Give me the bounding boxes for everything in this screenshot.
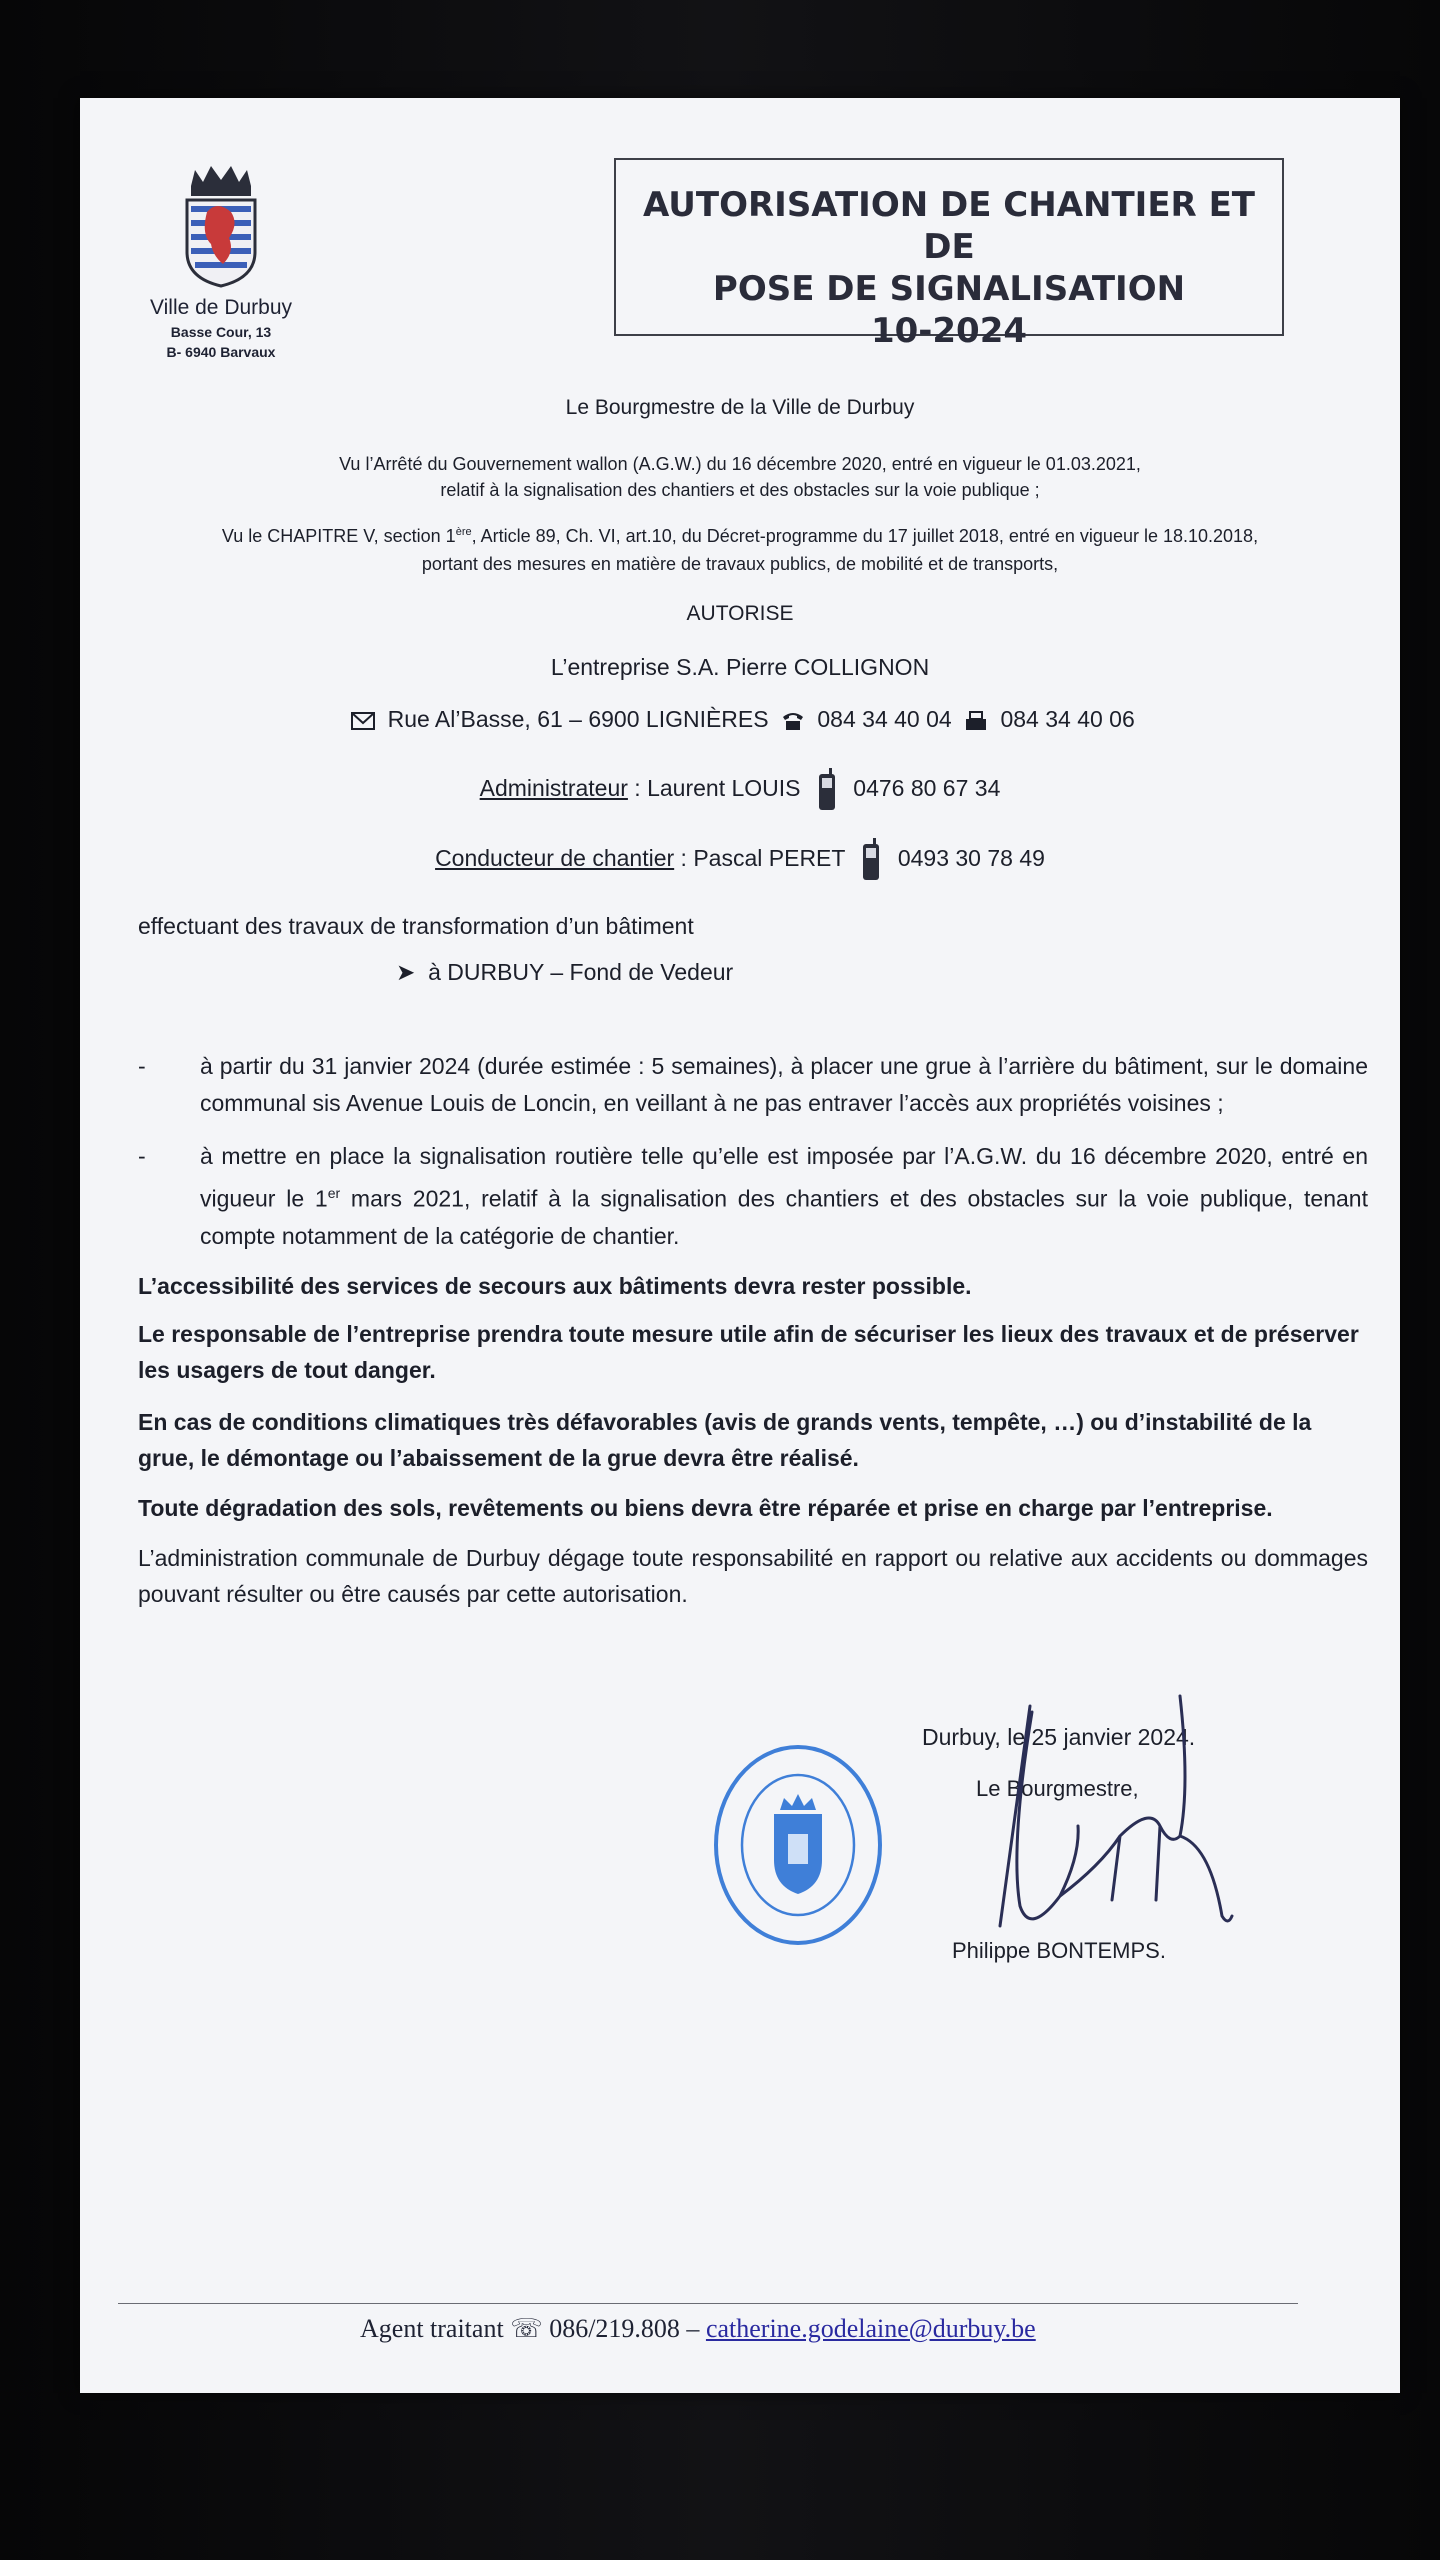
company-contact-line bbox=[120, 706, 1360, 733]
company-fax: 084 34 40 06 bbox=[1000, 706, 1135, 732]
bullet-2-pre: à mettre en place la signalisation routière telle qu’elle est imposée par l’A.G.W. du 16 décembre 2020, entré en vigueur le 1 bbox=[200, 1143, 1368, 1212]
legal-basis-2-line-1 bbox=[120, 526, 1360, 547]
document-page bbox=[80, 98, 1400, 2393]
bullet-2-text bbox=[200, 1138, 1368, 1255]
bullet-2-sup: er bbox=[327, 1185, 341, 1201]
org-address-street: Basse Cour, 13 bbox=[170, 324, 272, 340]
authority-line: Le Bourgmestre de la Ville de Durbuy bbox=[565, 396, 915, 419]
signatory-role: Le Bourgmestre, bbox=[976, 1776, 1139, 1801]
legal-basis-2-line-2: portant des mesures en matière de travaux publics, de mobilité et de transports, bbox=[421, 554, 1059, 574]
footer bbox=[360, 2314, 1036, 2344]
administrator-phone: 0476 80 67 34 bbox=[853, 775, 1001, 802]
handwritten-signature bbox=[960, 1686, 1240, 1976]
list-item bbox=[138, 1048, 1368, 1122]
conductor-phone: 0493 30 78 49 bbox=[897, 845, 1045, 872]
arrow-bullet-icon: ➤ bbox=[396, 959, 429, 985]
telephone-icon: ☏ bbox=[510, 2314, 543, 2343]
works-description: effectuant des travaux de transformation d’un bâtiment bbox=[138, 913, 694, 939]
legal-basis-1-line-2: relatif à la signalisation des chantiers et des obstacles sur la voie publique ; bbox=[440, 480, 1040, 500]
place-date: Durbuy, le 25 janvier 2024. bbox=[922, 1724, 1196, 1750]
legal-basis-2-sup: ère bbox=[455, 526, 472, 538]
document-title-box bbox=[614, 158, 1284, 351]
signatory-name: Philippe BONTEMPS. bbox=[952, 1938, 1166, 1963]
dash-bullet: - bbox=[138, 1143, 146, 1169]
works-location: à DURBUY – Fond de Vedeur bbox=[428, 959, 734, 985]
condition-1: L’accessibilité des services de secours aux bâtiments devra rester possible. bbox=[138, 1273, 972, 1299]
condition-4: Toute dégradation des sols, revêtements ou biens devra être réparée et prise en charge par l’entreprise. bbox=[138, 1495, 1273, 1521]
legal-basis-1-line-1: Vu l’Arrêté du Gouvernement wallon (A.G.W.) du 16 décembre 2020, entré en vigueur le 01.03.2021, bbox=[339, 454, 1141, 474]
telephone-icon bbox=[781, 711, 805, 731]
footer-divider bbox=[118, 2303, 1298, 2304]
title-line-3: 10-2024 bbox=[870, 311, 1028, 351]
title-line-2: POSE DE SIGNALISATION bbox=[712, 269, 1186, 309]
list-item bbox=[138, 1138, 1368, 1255]
footer-email-link[interactable]: catherine.godelaine@durbuy.be bbox=[705, 2314, 1036, 2343]
municipal-stamp-icon bbox=[708, 1740, 888, 1950]
org-address-city: B- 6940 Barvaux bbox=[166, 344, 276, 360]
autorise-heading: AUTORISE bbox=[686, 602, 794, 625]
company-name: L’entreprise S.A. Pierre COLLIGNON bbox=[550, 654, 930, 680]
conductor-label: Conducteur de chantier bbox=[435, 845, 675, 872]
company-phone: 084 34 40 04 bbox=[817, 706, 952, 732]
municipality-block bbox=[136, 160, 306, 360]
administrator-line bbox=[120, 768, 1360, 812]
mobile-phone-icon bbox=[817, 768, 837, 812]
coat-of-arms-icon bbox=[173, 160, 269, 290]
condition-2: Le responsable de l’entreprise prendra toute mesure utile afin de sécuriser les lieux des travaux et de préserver les usagers de tout danger. bbox=[138, 1321, 1359, 1383]
conductor-name: : Pascal PERET bbox=[674, 845, 846, 872]
company-address: Rue Al’Basse, 61 – 6900 LIGNIÈRES bbox=[387, 706, 769, 732]
mobile-phone-icon bbox=[861, 838, 881, 882]
fax-icon bbox=[964, 711, 988, 731]
org-name: Ville de Durbuy bbox=[149, 296, 293, 319]
bullet-2-post: mars 2021, relatif à la signalisation des chantiers et des obstacles sur la voie publique, tenant compte notamment de la catégorie de chantier. bbox=[200, 1185, 1368, 1249]
administrator-label: Administrateur bbox=[479, 775, 628, 802]
conductor-line bbox=[120, 838, 1360, 882]
legal-basis-2-post: , Article 89, Ch. VI, art.10, du Décret-programme du 17 juillet 2018, entré en vigueur le 18.10.2018, bbox=[471, 526, 1259, 546]
envelope-icon bbox=[351, 711, 375, 731]
legal-basis-2-pre: Vu le CHAPITRE V, section 1 bbox=[221, 526, 456, 546]
disclaimer: L’administration communale de Durbuy dégage toute responsabilité en rapport ou relative aux accidents ou dommages pouvant résulter ou être causés par cette autorisation. bbox=[138, 1545, 1368, 1607]
administrator-name: : Laurent LOUIS bbox=[627, 775, 801, 802]
footer-agent: Agent traitant bbox=[360, 2314, 511, 2343]
footer-phone: 086/219.808 – bbox=[542, 2314, 706, 2343]
title-line-1: AUTORISATION DE CHANTIER ET DE bbox=[643, 185, 1255, 267]
condition-3: En cas de conditions climatiques très défavorables (avis de grands vents, tempête, …) ou d’instabilité de la grue, le démontage ou l’abaissement de la grue devra être réalisé. bbox=[138, 1409, 1312, 1471]
works-location-line bbox=[396, 954, 1296, 990]
bullet-1-text: à partir du 31 janvier 2024 (durée estimée : 5 semaines), à placer une grue à l’arrière du bâtiment, sur le domaine communal sis Avenue Louis de Loncin, en veillant à ne pas entraver l’accès aux propriétés voisines ; bbox=[200, 1053, 1368, 1116]
dash-bullet: - bbox=[138, 1053, 146, 1079]
